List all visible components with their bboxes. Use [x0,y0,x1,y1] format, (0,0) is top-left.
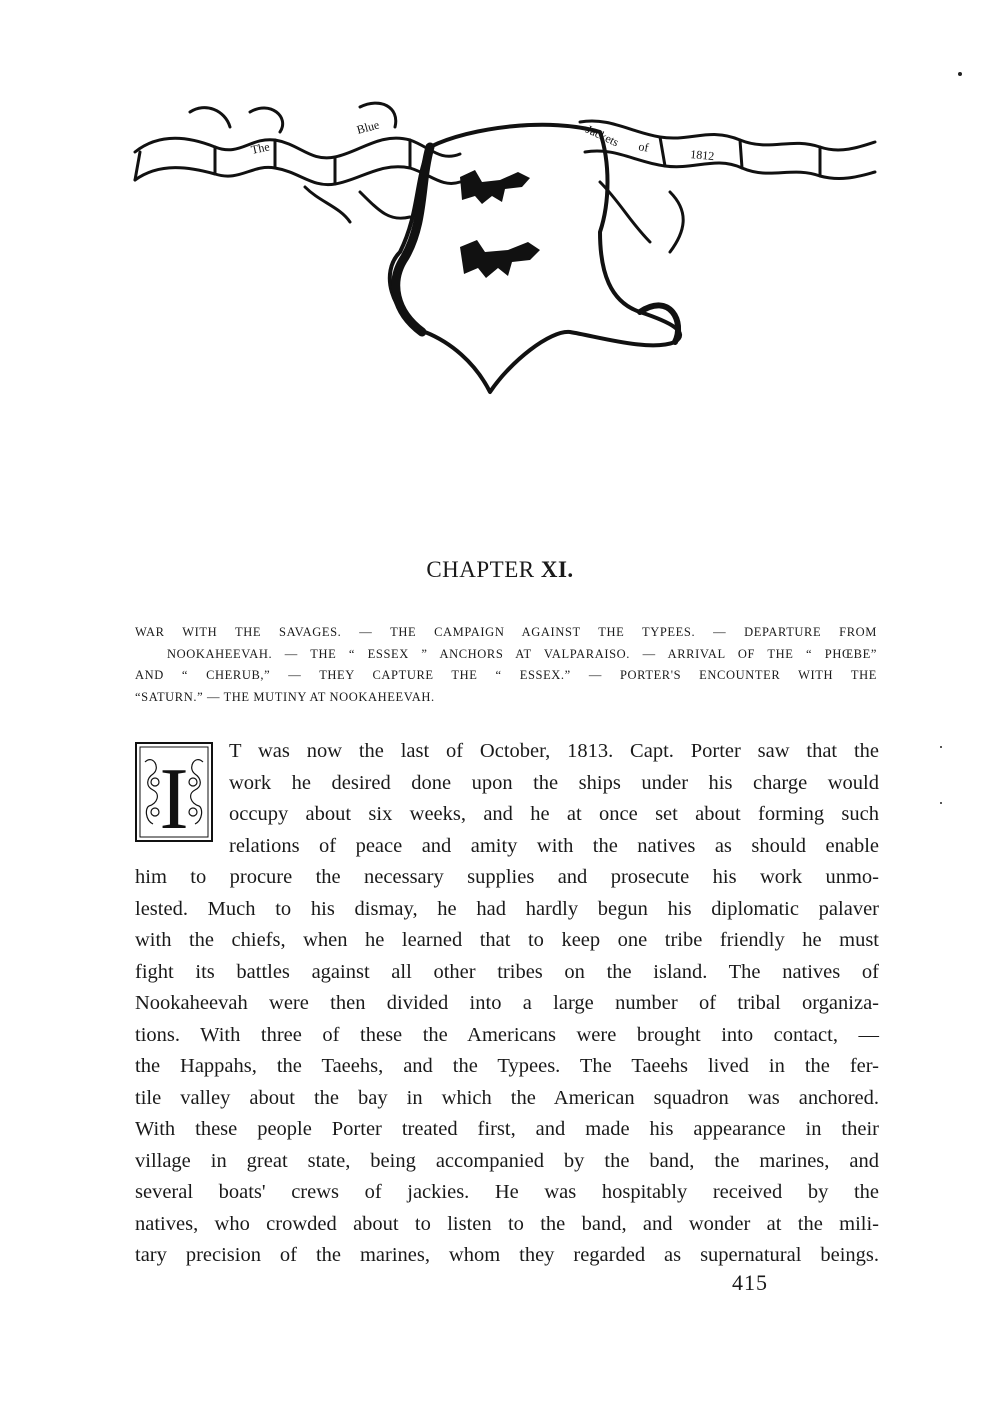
text-line: relations of peace and amity with the natives as should enable [229,835,879,857]
speck [940,746,942,748]
chapter-label: CHAPTER [426,557,535,582]
text-line: occupy about six weeks, and he at once set about forming such [229,803,879,825]
chapter-ornament [130,92,880,397]
synopsis-line: AND “ CHERUB,” — THEY CAPTURE THE “ ESSEX.” — PORTER'S ENCOUNTER WITH THE [135,668,877,682]
text-line: T was now the last of October, 1813. Capt. Porter saw that the [229,740,879,762]
shield [390,125,680,392]
banner-word: 1812 [689,147,715,164]
text-line: fight its battles against all other tribes on the island. The natives of [135,961,879,983]
banner-word: The [249,139,271,157]
drop-cap [135,742,213,842]
chapter-synopsis [135,622,877,708]
text-line: natives, who crowded about to listen to the band, and wonder at the mili- [135,1213,879,1235]
lion-icon [460,170,530,204]
text-line: lested. Much to his dismay, he had hardly begun his diplomatic palaver [135,898,879,920]
page-number: 415 [732,1270,768,1295]
synopsis-line: “SATURN.” — THE MUTINY AT NOOKAHEEVAH. [135,689,435,704]
banner-word: of [637,139,650,155]
chapter-number: XI. [540,557,574,582]
text-line: Nookaheevah were then divided into a large number of tribal organiza- [135,992,879,1014]
text-line: With these people Porter treated first, and made his appearance in their [135,1118,879,1140]
text-line: tary precision of the marines, whom they regarded as supernatural beings. [135,1244,879,1266]
text-line: several boats' crews of jackies. He was hospitably received by the [135,1181,879,1203]
speck [940,802,942,804]
text-line: tions. With three of these the Americans were brought into contact, — [135,1024,879,1046]
text-line: tile valley about the bay in which the American squadron was anchored. [135,1087,879,1109]
synopsis-line: WAR WITH THE SAVAGES. — THE CAMPAIGN AGAINST THE TYPEES. — DEPARTURE FROM [135,625,877,639]
text-line: the Happahs, the Taeehs, and the Typees. The Taeehs lived in the fer- [135,1055,879,1077]
text-line: village in great state, being accompanied by the band, the marines, and [135,1150,879,1172]
speck [958,72,962,76]
banner-word: Jackets [583,122,622,150]
text-line: him to procure the necessary supplies and prosecute his work unmo- [135,866,879,888]
banner-word: Blue [355,117,381,137]
text-line: with the chiefs, when he learned that to keep one tribe friendly he must [135,929,879,951]
lion-icon [460,240,540,278]
text-line: work he desired done upon the ships under his charge would [229,772,879,794]
chapter-title [0,557,1000,583]
drop-cap-letter: I [159,751,189,842]
synopsis-line: NOOKAHEEVAH. — THE “ ESSEX ” ANCHORS AT VALPARAISO. — ARRIVAL OF THE “ PHŒBE” [167,646,877,661]
banner-ribbon-right [580,121,875,150]
